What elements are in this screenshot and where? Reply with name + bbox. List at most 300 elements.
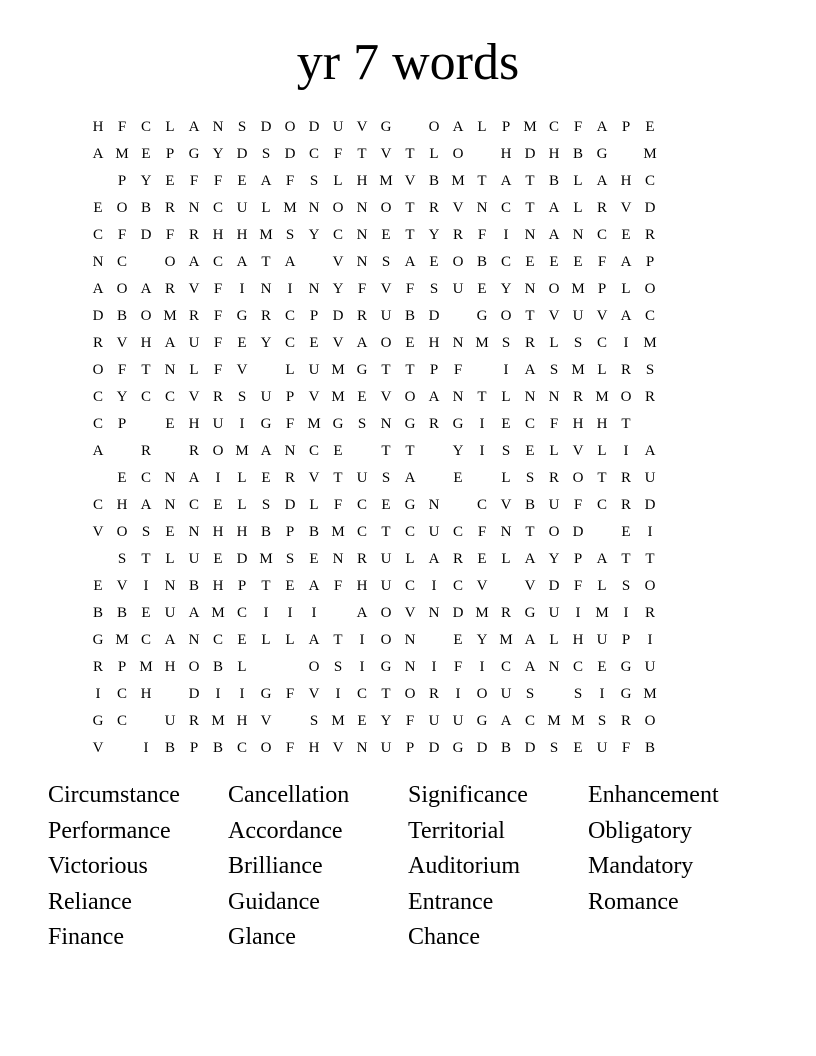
grid-cell: R: [188, 713, 199, 729]
grid-cell: [134, 411, 158, 438]
grid-cell: G: [452, 416, 464, 432]
grid-cell: E: [477, 281, 487, 297]
grid-cell: R: [524, 335, 535, 351]
grid-cell: U: [380, 551, 392, 567]
grid-cell: C: [596, 497, 607, 513]
grid-cell: V: [308, 470, 320, 486]
grid-cell: I: [599, 686, 605, 702]
grid-cell: T: [333, 470, 343, 486]
grid-row: [86, 546, 746, 573]
grid-cell: F: [117, 227, 127, 243]
grid-row: [86, 735, 746, 762]
grid-cell: E: [405, 335, 415, 351]
grid-cell: A: [188, 254, 200, 270]
grid-cell: G: [260, 416, 272, 432]
grid-cell: S: [309, 713, 319, 729]
grid-cell: E: [93, 578, 103, 594]
grid-cell: V: [308, 389, 320, 405]
grid-cell: V: [548, 308, 560, 324]
grid-cell: P: [573, 551, 583, 567]
grid-cell: T: [477, 389, 487, 405]
grid-cell: A: [524, 632, 536, 648]
grid-cell: N: [524, 281, 536, 297]
grid-cell: [254, 654, 278, 681]
word-list-item: Romance: [588, 888, 679, 915]
grid-cell: V: [236, 362, 248, 378]
grid-cell: V: [308, 686, 320, 702]
word-list-item: Brilliance: [228, 853, 323, 879]
grid-cell: C: [500, 200, 511, 216]
grid-cell: O: [212, 443, 224, 459]
grid-cell: D: [236, 146, 248, 162]
grid-cell: R: [620, 362, 631, 378]
grid-cell: [86, 168, 110, 195]
grid-cell: [398, 114, 422, 141]
grid-cell: V: [404, 605, 416, 621]
grid-cell: A: [548, 200, 560, 216]
grid-cell: H: [620, 173, 632, 189]
grid-cell: T: [621, 551, 631, 567]
grid-cell: T: [381, 443, 391, 459]
grid-cell: E: [525, 443, 535, 459]
grid-cell: S: [573, 686, 583, 702]
grid-cell: A: [356, 605, 368, 621]
grid-cell: L: [597, 362, 607, 378]
grid-cell: N: [164, 470, 176, 486]
grid-cell: N: [452, 335, 464, 351]
grid-cell: F: [477, 227, 487, 243]
grid-cell: O: [332, 200, 344, 216]
grid-row: [86, 573, 746, 600]
grid-cell: O: [380, 632, 392, 648]
grid-cell: U: [380, 740, 392, 756]
grid-cell: F: [453, 362, 463, 378]
grid-cell: B: [644, 740, 655, 756]
grid-cell: C: [188, 497, 199, 513]
grid-cell: M: [643, 686, 657, 702]
grid-cell: E: [309, 335, 319, 351]
grid-cell: V: [524, 578, 536, 594]
word-list-item: Chance: [408, 924, 480, 950]
word-list-item: Territorial: [408, 817, 505, 844]
grid-cell: H: [212, 578, 224, 594]
grid-cell: R: [284, 470, 295, 486]
grid-cell: P: [165, 146, 175, 162]
grid-cell: V: [596, 308, 608, 324]
grid-cell: C: [452, 578, 463, 594]
grid-cell: U: [452, 281, 464, 297]
word-list-item: Mandatory: [588, 853, 694, 879]
grid-cell: L: [261, 200, 271, 216]
grid-cell: A: [500, 713, 512, 729]
grid-cell: A: [644, 443, 656, 459]
grid-cell: R: [188, 308, 199, 324]
grid-cell: O: [260, 740, 272, 756]
grid-cell: G: [524, 605, 536, 621]
grid-cell: L: [165, 119, 175, 135]
grid-cell: [494, 573, 518, 600]
grid-cell: M: [139, 659, 153, 675]
grid-cell: D: [92, 308, 104, 324]
grid-cell: I: [647, 632, 653, 648]
grid-cell: R: [500, 605, 511, 621]
grid-row: [86, 438, 746, 465]
grid-cell: O: [164, 254, 176, 270]
grid-cell: [254, 357, 278, 384]
grid-cell: C: [356, 524, 367, 540]
grid-cell: R: [428, 416, 439, 432]
grid-cell: L: [549, 335, 559, 351]
word-list-item: Guidance: [228, 888, 320, 915]
grid-row: [86, 195, 746, 222]
grid-cell: I: [455, 686, 461, 702]
grid-cell: U: [188, 551, 200, 567]
grid-cell: T: [525, 173, 535, 189]
grid-cell: S: [549, 362, 559, 378]
grid-cell: O: [548, 281, 560, 297]
grid-cell: A: [308, 632, 320, 648]
grid-cell: A: [140, 497, 152, 513]
grid-cell: A: [140, 281, 152, 297]
grid-row: [86, 411, 746, 438]
grid-cell: V: [380, 146, 392, 162]
grid-cell: T: [261, 578, 271, 594]
grid-cell: B: [164, 740, 175, 756]
grid-cell: I: [647, 524, 653, 540]
grid-cell: [614, 141, 638, 168]
grid-cell: R: [164, 200, 175, 216]
grid-cell: N: [380, 416, 392, 432]
grid-cell: V: [332, 740, 344, 756]
grid-cell: G: [260, 686, 272, 702]
grid-cell: M: [475, 335, 489, 351]
grid-cell: T: [405, 146, 415, 162]
grid-cell: H: [164, 659, 176, 675]
grid-cell: U: [644, 659, 656, 675]
grid-cell: E: [237, 335, 247, 351]
grid-cell: A: [620, 308, 632, 324]
grid-cell: G: [404, 497, 416, 513]
grid-cell: C: [356, 686, 367, 702]
grid-cell: I: [503, 362, 509, 378]
grid-cell: G: [596, 146, 608, 162]
grid-cell: M: [331, 524, 345, 540]
grid-cell: U: [596, 632, 608, 648]
grid-cell: A: [164, 632, 176, 648]
grid-cell: G: [188, 146, 200, 162]
grid-cell: M: [259, 551, 273, 567]
grid-cell: L: [165, 551, 175, 567]
grid-cell: T: [333, 632, 343, 648]
grid-cell: B: [548, 173, 559, 189]
grid-cell: R: [620, 713, 631, 729]
grid-cell: R: [620, 497, 631, 513]
grid-cell: S: [117, 551, 127, 567]
grid-cell: R: [212, 389, 223, 405]
grid-cell: E: [213, 551, 223, 567]
grid-cell: A: [188, 470, 200, 486]
grid-cell: I: [143, 578, 149, 594]
grid-cell: [326, 600, 350, 627]
grid-cell: V: [356, 119, 368, 135]
grid-cell: L: [237, 470, 247, 486]
grid-cell: P: [309, 308, 319, 324]
grid-cell: C: [596, 335, 607, 351]
grid-cell: R: [644, 389, 655, 405]
grid-cell: I: [311, 605, 317, 621]
grid-cell: T: [357, 146, 367, 162]
grid-cell: U: [380, 308, 392, 324]
grid-cell: I: [287, 605, 293, 621]
grid-row: [86, 708, 746, 735]
grid-cell: N: [548, 659, 560, 675]
grid-cell: [350, 438, 374, 465]
grid-cell: F: [213, 308, 223, 324]
grid-cell: H: [116, 497, 128, 513]
grid-cell: A: [188, 605, 200, 621]
grid-cell: E: [381, 227, 391, 243]
grid-cell: U: [188, 335, 200, 351]
grid-cell: U: [380, 578, 392, 594]
grid-cell: U: [164, 605, 176, 621]
grid-cell: D: [140, 227, 152, 243]
grid-cell: C: [92, 416, 103, 432]
grid-cell: D: [452, 605, 464, 621]
grid-cell: D: [476, 740, 488, 756]
grid-cell: I: [479, 443, 485, 459]
grid-cell: B: [212, 740, 223, 756]
grid-cell: T: [645, 551, 655, 567]
grid-cell: F: [405, 281, 415, 297]
grid-cell: M: [595, 605, 609, 621]
grid-cell: S: [381, 470, 391, 486]
grid-cell: [86, 465, 110, 492]
grid-row: [86, 384, 746, 411]
grid-cell: S: [333, 659, 343, 675]
grid-cell: [110, 438, 134, 465]
grid-cell: G: [476, 308, 488, 324]
word-list-item: Enhancement: [588, 782, 719, 808]
grid-cell: S: [309, 173, 319, 189]
word-list-item: Accordance: [228, 817, 343, 844]
word-list-item: Circumstance: [48, 782, 180, 808]
grid-cell: S: [381, 254, 391, 270]
grid-cell: D: [548, 578, 560, 594]
grid-cell: N: [428, 605, 440, 621]
grid-cell: I: [287, 281, 293, 297]
grid-cell: E: [213, 497, 223, 513]
grid-cell: M: [235, 443, 249, 459]
grid-cell: T: [141, 551, 151, 567]
grid-cell: C: [476, 497, 487, 513]
grid-cell: D: [260, 119, 272, 135]
grid-cell: C: [116, 686, 127, 702]
grid-cell: R: [260, 308, 271, 324]
grid-cell: I: [95, 686, 101, 702]
grid-cell: F: [477, 524, 487, 540]
grid-cell: M: [451, 173, 465, 189]
grid-row: [86, 681, 746, 708]
grid-cell: F: [453, 659, 463, 675]
grid-cell: F: [165, 227, 175, 243]
grid-cell: Y: [548, 551, 560, 567]
grid-cell: B: [500, 740, 511, 756]
grid-cell: F: [333, 146, 343, 162]
grid-cell: T: [597, 470, 607, 486]
grid-cell: M: [115, 146, 129, 162]
grid-cell: O: [116, 200, 128, 216]
grid-cell: L: [285, 632, 295, 648]
word-list-item: Glance: [228, 924, 296, 950]
grid-cell: O: [380, 605, 392, 621]
grid-cell: T: [405, 443, 415, 459]
grid-cell: [134, 708, 158, 735]
grid-cell: G: [452, 740, 464, 756]
grid-cell: T: [381, 362, 391, 378]
grid-cell: F: [189, 173, 199, 189]
grid-cell: V: [332, 335, 344, 351]
grid-cell: Y: [332, 281, 344, 297]
grid-cell: C: [644, 173, 655, 189]
grid-cell: E: [333, 443, 343, 459]
grid-cell: M: [259, 227, 273, 243]
grid-cell: R: [452, 227, 463, 243]
grid-cell: M: [571, 281, 585, 297]
grid-cell: C: [644, 308, 655, 324]
grid-cell: N: [308, 200, 320, 216]
grid-cell: [278, 654, 302, 681]
grid-cell: E: [237, 632, 247, 648]
grid-cell: [470, 141, 494, 168]
grid-cell: F: [549, 416, 559, 432]
grid-cell: T: [405, 200, 415, 216]
word-search-grid: [86, 114, 746, 762]
grid-cell: N: [476, 200, 488, 216]
grid-cell: T: [405, 362, 415, 378]
grid-cell: E: [573, 740, 583, 756]
grid-cell: I: [239, 686, 245, 702]
grid-cell: V: [188, 389, 200, 405]
grid-cell: D: [284, 146, 296, 162]
grid-row: [86, 276, 746, 303]
grid-cell: D: [428, 308, 440, 324]
grid-cell: N: [188, 632, 200, 648]
grid-cell: C: [404, 524, 415, 540]
grid-cell: O: [572, 470, 584, 486]
grid-cell: N: [332, 551, 344, 567]
grid-cell: G: [404, 416, 416, 432]
grid-cell: V: [572, 443, 584, 459]
grid-cell: C: [92, 389, 103, 405]
grid-cell: S: [549, 740, 559, 756]
grid-cell: Y: [476, 632, 488, 648]
word-list-item: Victorious: [48, 853, 148, 879]
grid-cell: S: [501, 443, 511, 459]
grid-cell: N: [524, 227, 536, 243]
grid-cell: A: [548, 227, 560, 243]
grid-cell: F: [573, 497, 583, 513]
grid-cell: T: [525, 524, 535, 540]
grid-cell: U: [356, 470, 368, 486]
grid-cell: A: [92, 146, 104, 162]
grid-cell: Y: [260, 335, 272, 351]
grid-cell: [470, 465, 494, 492]
grid-cell: N: [524, 389, 536, 405]
grid-cell: D: [308, 119, 320, 135]
grid-cell: D: [188, 686, 200, 702]
grid-cell: M: [211, 713, 225, 729]
grid-cell: U: [428, 524, 440, 540]
grid-cell: A: [260, 173, 272, 189]
grid-cell: S: [429, 281, 439, 297]
grid-cell: H: [236, 524, 248, 540]
grid-cell: L: [573, 200, 583, 216]
grid-cell: E: [573, 254, 583, 270]
grid-cell: P: [405, 740, 415, 756]
grid-cell: S: [261, 146, 271, 162]
grid-cell: G: [476, 713, 488, 729]
grid-cell: F: [213, 362, 223, 378]
grid-cell: B: [188, 578, 199, 594]
grid-cell: I: [623, 335, 629, 351]
grid-cell: I: [335, 686, 341, 702]
grid-cell: R: [356, 551, 367, 567]
grid-cell: R: [620, 470, 631, 486]
word-list-item: Performance: [48, 817, 171, 844]
grid-cell: N: [548, 389, 560, 405]
grid-cell: [446, 303, 470, 330]
grid-cell: E: [501, 416, 511, 432]
grid-cell: O: [644, 281, 656, 297]
grid-cell: U: [644, 470, 656, 486]
grid-cell: D: [524, 740, 536, 756]
grid-cell: R: [644, 227, 655, 243]
grid-cell: Y: [380, 713, 392, 729]
grid-cell: U: [260, 389, 272, 405]
grid-cell: F: [333, 578, 343, 594]
grid-cell: O: [188, 659, 200, 675]
grid-cell: L: [189, 362, 199, 378]
grid-cell: H: [236, 227, 248, 243]
grid-cell: B: [140, 200, 151, 216]
word-list-column: [408, 778, 588, 956]
grid-cell: H: [188, 416, 200, 432]
grid-row: [86, 303, 746, 330]
grid-cell: H: [356, 578, 368, 594]
grid-cell: M: [331, 713, 345, 729]
grid-cell: A: [500, 173, 512, 189]
grid-cell: F: [213, 281, 223, 297]
grid-cell: C: [140, 632, 151, 648]
grid-row: [86, 222, 746, 249]
grid-cell: O: [92, 362, 104, 378]
grid-cell: N: [428, 497, 440, 513]
grid-cell: [422, 627, 446, 654]
grid-cell: A: [164, 335, 176, 351]
grid-cell: N: [260, 281, 272, 297]
grid-cell: H: [572, 416, 584, 432]
word-list-item: Significance: [408, 782, 528, 808]
grid-cell: Y: [116, 389, 128, 405]
grid-cell: I: [359, 659, 365, 675]
grid-cell: O: [308, 659, 320, 675]
grid-cell: E: [453, 632, 463, 648]
grid-cell: U: [548, 497, 560, 513]
grid-cell: I: [431, 578, 437, 594]
grid-row: [86, 627, 746, 654]
grid-cell: C: [452, 524, 463, 540]
grid-cell: F: [213, 173, 223, 189]
